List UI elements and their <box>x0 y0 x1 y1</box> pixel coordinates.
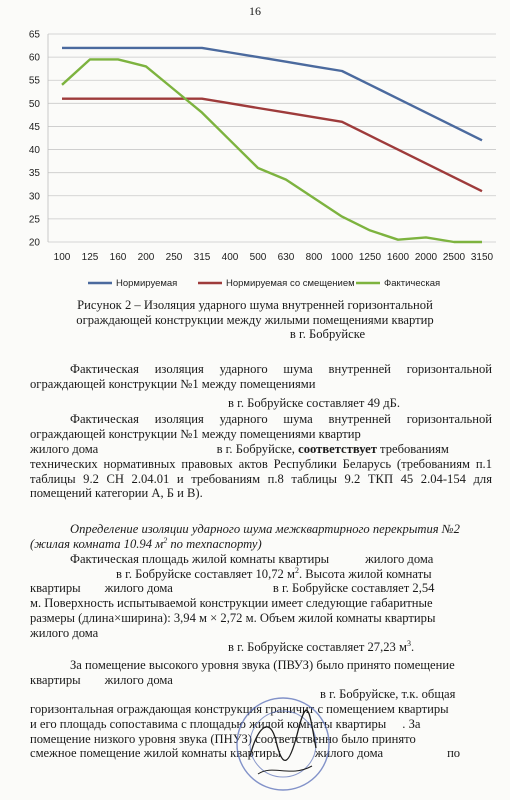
signature-stamp <box>228 686 338 798</box>
p3-volume: в г. Бобруйске составляет 27,23 м <box>228 640 407 655</box>
p3-line5: размеры (длина×ширина): 3,94 м × 2,72 м. Объем жилой комнаты квартиры <box>30 610 436 625</box>
y-tick-label: 55 <box>28 75 40 87</box>
p4-adjacent: смежное помещение жилой комнаты квартиры <box>30 746 281 761</box>
x-tick-label: 630 <box>277 252 295 263</box>
x-tick-label: 500 <box>249 252 267 263</box>
x-tick-label: 125 <box>81 252 99 263</box>
p3-line3 <box>30 581 492 596</box>
series-line-3 <box>62 59 482 242</box>
chart-legend <box>88 278 440 289</box>
paragraph-2-verdict: соответствует <box>298 442 377 456</box>
page-number: 16 <box>249 4 261 18</box>
p4-po: по <box>447 746 461 761</box>
chart-series <box>62 48 482 242</box>
p4-house: жилого дома <box>104 672 173 687</box>
x-tick-label: 2000 <box>414 252 438 263</box>
p3-house-2: жилого дома <box>104 581 173 596</box>
paragraph-2-text: Фактическая изоляция ударного шума внутренней горизонтальной ограждающей конструкции №1 между помещениями квартир <box>30 412 492 441</box>
x-tick-label: 315 <box>193 252 211 263</box>
y-tick-label: 45 <box>28 121 40 133</box>
p3-area-value: в г. Бобруйске составляет 10,72 м <box>116 566 295 581</box>
impact-noise-chart <box>0 22 510 294</box>
paragraph-2-requirements: требованиям <box>380 442 449 456</box>
y-tick-label: 65 <box>28 29 40 41</box>
p3-line2 <box>30 567 492 582</box>
x-tick-label: 200 <box>137 252 155 263</box>
series-line-2 <box>62 99 482 192</box>
p3-area-sup: 2 <box>294 565 299 575</box>
section-heading-note: по техпаспорту) <box>167 536 262 551</box>
p4-line4: горизонтальная ограждающая конструкция граничит с помещением квартиры <box>30 702 449 717</box>
p3-line7 <box>30 640 492 655</box>
section-heading-line1: Определение изоляции ударного шума межквартирного перекрытия №2 <box>70 522 460 536</box>
y-tick-label: 25 <box>28 214 40 226</box>
signature-stroke <box>250 710 316 760</box>
section-heading-sup: 2 <box>163 535 168 545</box>
section-heading-line2 <box>30 537 500 552</box>
figure-caption-line2: ограждающей конструкции между жилыми помещениями квартир <box>76 312 434 327</box>
x-tick-label: 3150 <box>470 252 494 263</box>
p3-line4: м. Поверхность испытываемой конструкции имеет следующие габаритные <box>30 596 433 611</box>
paragraph-2-house: жилого дома <box>30 442 99 456</box>
section-heading-area: (жилая комната 10.94 м <box>30 536 164 551</box>
p3-volume-sup: 3 <box>406 639 411 649</box>
paragraph-1-text: Фактическая изоляция ударного шума внутренней горизонтальной ограждающей конструкции №1 между помещениями <box>30 362 492 391</box>
y-tick-labels <box>29 30 41 249</box>
x-tick-label: 400 <box>221 252 239 263</box>
p3-flat: квартиры <box>30 581 81 596</box>
x-tick-label: 250 <box>165 252 183 263</box>
p4-house-2: жилого дома <box>314 746 384 761</box>
y-tick-label: 50 <box>28 98 40 110</box>
section-heading <box>30 522 500 551</box>
x-tick-labels <box>54 252 494 263</box>
paragraph-2-city: в г. Бобруйске, <box>216 442 295 456</box>
p4-line6: помещение низкого уровня звука (ПНУЗ) соответственно было принято <box>30 731 416 746</box>
paragraph-2-rest: технических нормативных правовых актов Республики Беларусь (требованиям п.1 таблицы 9.2 СН 2.04.01 и требованиям п.8 таблицы 9.2 ТКП 45 2.04-154 для помещений категории А, Б и В). <box>30 457 492 501</box>
p4-comparison: и его площадь сопоставима с площадью жилой комнаты квартиры <box>30 716 387 731</box>
p3-line6: жилого дома <box>30 625 99 640</box>
paragraph-2 <box>30 412 492 441</box>
y-tick-label: 35 <box>28 168 40 180</box>
y-tick-label: 20 <box>28 237 40 249</box>
legend-label: Фактическая <box>384 278 441 289</box>
x-tick-label: 1600 <box>386 252 410 263</box>
figure-caption-line1: Рисунок 2 – Изоляция ударного шума внутренней горизонтальной <box>77 298 433 312</box>
p4-line1: За помещение высокого уровня звука (ПВУЗ) было принято помещение <box>70 658 455 672</box>
p4-za: . За <box>402 716 421 731</box>
y-tick-label: 40 <box>28 145 40 157</box>
x-tick-label: 1250 <box>358 252 382 263</box>
figure-caption <box>30 298 480 342</box>
p3-height-value: в г. Бобруйске составляет 2,54 <box>272 581 435 596</box>
x-tick-label: 100 <box>53 252 71 263</box>
p4-line3: в г. Бобруйске, т.к. общая <box>320 687 456 702</box>
x-tick-label: 2500 <box>442 252 466 263</box>
paragraph-1-tail: в г. Бобруйске составляет 49 дБ. <box>228 396 401 410</box>
p4-flat: квартиры <box>30 672 81 687</box>
p3-height-label: . Высота жилой комнаты <box>298 566 432 581</box>
p3-house: жилого дома <box>365 552 434 566</box>
x-tick-label: 1000 <box>330 252 354 263</box>
x-tick-label: 160 <box>109 252 127 263</box>
legend-label: Нормируемая со смещением <box>226 278 355 289</box>
p3-line1 <box>30 552 492 567</box>
figure-caption-line3: в г. Бобруйске <box>289 327 366 342</box>
chart-grid <box>48 34 496 242</box>
legend-label: Нормируемая <box>116 278 178 289</box>
paragraph-1 <box>30 362 492 391</box>
p3-area-label: Фактическая площадь жилой комнаты квартиры <box>70 552 330 566</box>
paragraph-3 <box>30 552 492 655</box>
y-tick-label: 60 <box>28 52 40 64</box>
x-tick-label: 800 <box>305 252 323 263</box>
stamp-inner-ring <box>250 711 316 777</box>
y-tick-label: 30 <box>28 191 40 203</box>
paragraph-2-line3 <box>30 442 492 457</box>
p3-volume-dot: . <box>410 640 415 655</box>
